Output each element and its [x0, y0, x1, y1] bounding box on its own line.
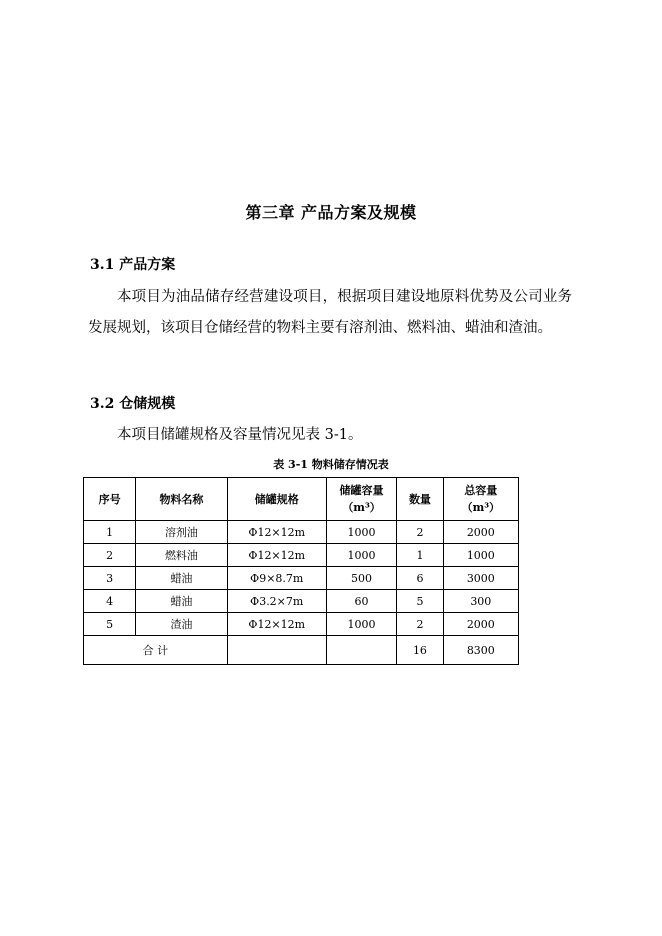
header-spec: 储罐规格: [227, 478, 326, 521]
total-capacity: 8300: [443, 636, 518, 665]
cell-material: 燃料油: [136, 544, 227, 567]
header-no: 序号: [84, 478, 136, 521]
section-heading-storage-scale: 3.2 仓储规模: [90, 396, 176, 412]
cell-total: 3000: [443, 567, 518, 590]
cell-count: 1: [397, 544, 443, 567]
table-row: [84, 544, 519, 567]
total-label: 合 计: [84, 636, 228, 665]
cell-count: 5: [397, 590, 443, 613]
cell-spec: Φ12×12m: [227, 521, 326, 544]
table-header-row: [84, 478, 519, 521]
cell-count: 2: [397, 521, 443, 544]
table-row: [84, 590, 519, 613]
cell-spec: Φ12×12m: [227, 613, 326, 636]
cell-material: 渣油: [136, 613, 227, 636]
cell-total: 300: [443, 590, 518, 613]
cell-spec: Φ12×12m: [227, 544, 326, 567]
cell-total: 2000: [443, 613, 518, 636]
cell-total: 1000: [443, 544, 518, 567]
cell-no: 3: [84, 567, 136, 590]
table-row: [84, 613, 519, 636]
table-total-row: [84, 636, 519, 665]
cell-count: 6: [397, 567, 443, 590]
cell-spec: Φ3.2×7m: [227, 590, 326, 613]
cell-capacity: 1000: [326, 613, 396, 636]
header-total-line2: （m³）: [461, 501, 501, 514]
cell-capacity: 1000: [326, 521, 396, 544]
total-empty-spec: [227, 636, 326, 665]
header-capacity-line2: （m³）: [342, 501, 381, 514]
total-empty-capacity: [326, 636, 396, 665]
table-caption: 表 3-1 物料储存情况表: [273, 458, 389, 471]
header-capacity: [326, 478, 396, 521]
cell-no: 2: [84, 544, 136, 567]
cell-no: 5: [84, 613, 136, 636]
section-heading-product-plan: 3.1 产品方案: [90, 257, 176, 273]
cell-capacity: 1000: [326, 544, 396, 567]
table-row: [84, 521, 519, 544]
material-storage-table: [83, 477, 519, 665]
cell-capacity: 500: [326, 567, 396, 590]
cell-no: 4: [84, 590, 136, 613]
chapter-title: 第三章 产品方案及规模: [245, 203, 417, 222]
cell-no: 1: [84, 521, 136, 544]
product-plan-paragraph: 本项目为油品储存经营建设项目，根据项目建设地原料优势及公司业务发展规划，该项目仓储经营的物料主要有溶剂油、燃料油、蜡油和渣油。: [88, 289, 572, 336]
total-count: 16: [397, 636, 443, 665]
cell-material: 蜡油: [136, 590, 227, 613]
table-row: [84, 567, 519, 590]
header-capacity-line1: 储罐容量: [339, 484, 384, 497]
cell-material: 蜡油: [136, 567, 227, 590]
cell-count: 2: [397, 613, 443, 636]
cell-total: 2000: [443, 521, 518, 544]
storage-scale-paragraph: 本项目储罐规格及容量情况见表 3-1。: [117, 427, 363, 443]
cell-capacity: 60: [326, 590, 396, 613]
header-material: 物料名称: [136, 478, 227, 521]
header-total-line1: 总容量: [464, 484, 498, 497]
cell-spec: Φ9×8.7m: [227, 567, 326, 590]
cell-material: 溶剂油: [136, 521, 227, 544]
header-total: [443, 478, 518, 521]
header-count: 数量: [397, 478, 443, 521]
